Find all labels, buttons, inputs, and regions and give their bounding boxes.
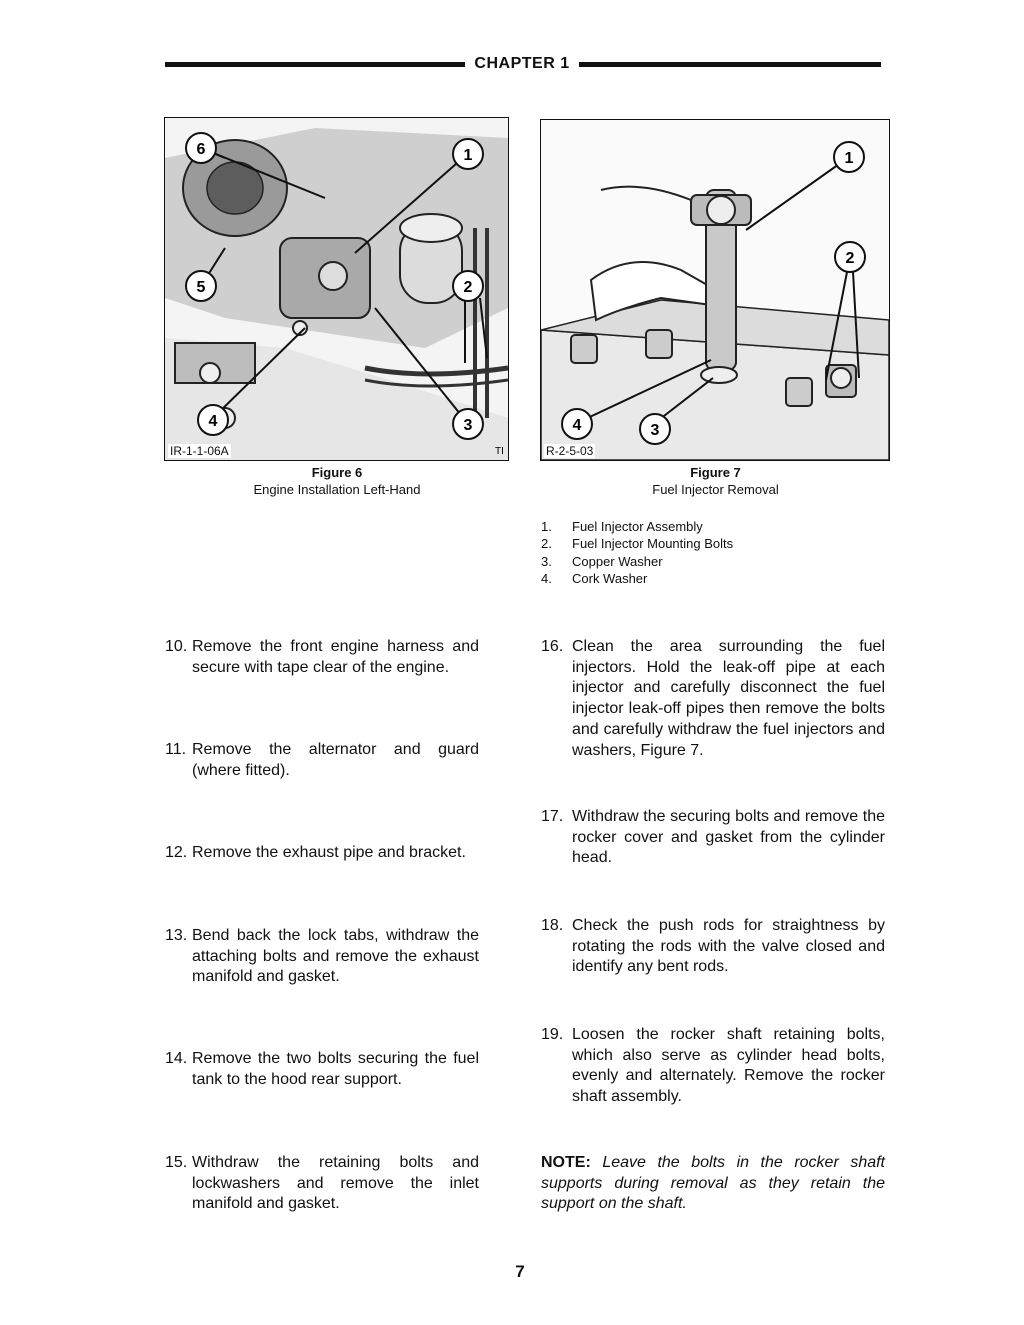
figure-7-legend	[541, 518, 733, 588]
engine-illustration	[165, 118, 508, 460]
header-rule-left	[165, 62, 465, 67]
svg-text:5: 5	[196, 279, 206, 296]
step-text: Clean the area surrounding the fuel injectors. Hold the leak-off pipe at each injector and carefully disconnect the fuel injector leak-off pipes then remove the bolts and carefully withdraw the fuel injectors and washers, Figure 7.	[572, 638, 885, 759]
svg-text:3: 3	[650, 422, 660, 439]
svg-text:6: 6	[196, 141, 206, 158]
step-number: 12.	[165, 844, 188, 861]
step-text: Withdraw the securing bolts and remove the rocker cover and gasket from the cylinder head.	[572, 808, 885, 867]
step-11	[165, 740, 479, 781]
svg-text:1: 1	[844, 150, 854, 167]
figure-6-illustration	[164, 117, 509, 461]
step-17	[541, 807, 885, 869]
svg-text:3: 3	[463, 417, 473, 434]
note-block	[541, 1153, 885, 1215]
step-text: Remove the two bolts securing the fuel tank to the hood rear support.	[192, 1050, 479, 1088]
step-text: Withdraw the retaining bolts and lockwashers and remove the inlet manifold and gasket.	[192, 1154, 479, 1213]
step-12	[165, 843, 479, 864]
page-number: 7	[515, 1262, 525, 1281]
step-text: Bend back the lock tabs, withdraw the attaching bolts and remove the exhaust manifold and gasket.	[192, 927, 479, 986]
callout-4-icon	[562, 409, 592, 439]
chapter-header	[165, 55, 881, 78]
step-text: Remove the alternator and guard (where fitted).	[192, 741, 479, 779]
step-10	[165, 637, 479, 678]
callout-1-icon	[453, 139, 483, 169]
step-14	[165, 1049, 479, 1090]
header-rule-right	[579, 62, 881, 67]
callout-3-icon	[453, 409, 483, 439]
note-text: Leave the bolts in the rocker shaft supports during removal as they retain the support on the shaft.	[541, 1154, 886, 1213]
figure-7-caption	[540, 464, 891, 498]
step-number: 11.	[165, 741, 187, 758]
figure-6-ref-code: IR-1-1-06A	[170, 444, 229, 458]
callout-2-icon	[835, 242, 865, 272]
step-16	[541, 637, 885, 761]
callout-2-icon	[453, 271, 483, 301]
figure-7-title: Fuel Injector Removal	[652, 482, 779, 497]
svg-text:2: 2	[845, 250, 855, 267]
callout-4-icon	[198, 405, 228, 435]
step-18	[541, 916, 885, 978]
step-text: Loosen the rocker shaft retaining bolts, which also serve as cylinder head bolts, evenly and alternately. Remove the rocker shaft assembly.	[572, 1026, 885, 1106]
callout-5-icon	[186, 271, 216, 301]
figure-7-ref-code: R-2-5-03	[546, 444, 594, 458]
legend-item: 1. Fuel Injector Assembly	[541, 519, 703, 534]
chapter-title: CHAPTER 1	[474, 55, 570, 72]
svg-text:4: 4	[572, 417, 582, 434]
svg-text:2: 2	[463, 279, 473, 296]
corner-mark: TI	[495, 446, 504, 457]
step-number: 19.	[541, 1026, 564, 1043]
legend-item: 4. Cork Washer	[541, 571, 648, 587]
step-number: 18.	[541, 917, 564, 934]
legend-item: 2. Fuel Injector Mounting Bolts	[541, 536, 734, 552]
figure-6-number: Figure 6	[311, 465, 363, 480]
figure-6-title: Engine Installation Left-Hand	[253, 482, 421, 497]
step-19	[541, 1025, 885, 1108]
step-15	[165, 1153, 479, 1215]
step-number: 16.	[541, 638, 564, 655]
step-number: 17.	[541, 808, 564, 825]
injector-illustration	[541, 120, 889, 460]
svg-text:1: 1	[463, 147, 473, 164]
figure-6-caption	[164, 464, 510, 498]
note-label: NOTE:	[541, 1154, 591, 1171]
step-text: Check the push rods for straightness by rotating the rods with the valve closed and identify any bent rods.	[572, 917, 885, 976]
figure-7-number: Figure 7	[690, 465, 741, 480]
figure-7-illustration	[540, 119, 890, 461]
step-number: 14.	[165, 1050, 188, 1067]
svg-text:4: 4	[208, 413, 218, 430]
legend-item: 3. Copper Washer	[541, 553, 663, 569]
step-text: Remove the exhaust pipe and bracket.	[192, 844, 466, 861]
step-number: 15.	[165, 1154, 188, 1171]
step-13	[165, 926, 479, 988]
callout-3-icon	[640, 414, 670, 444]
callout-1-icon	[834, 142, 864, 172]
callout-6-icon	[186, 133, 216, 163]
step-number: 13.	[165, 927, 188, 944]
step-number: 10.	[165, 638, 188, 655]
step-text: Remove the front engine harness and secure with tape clear of the engine.	[192, 638, 479, 676]
